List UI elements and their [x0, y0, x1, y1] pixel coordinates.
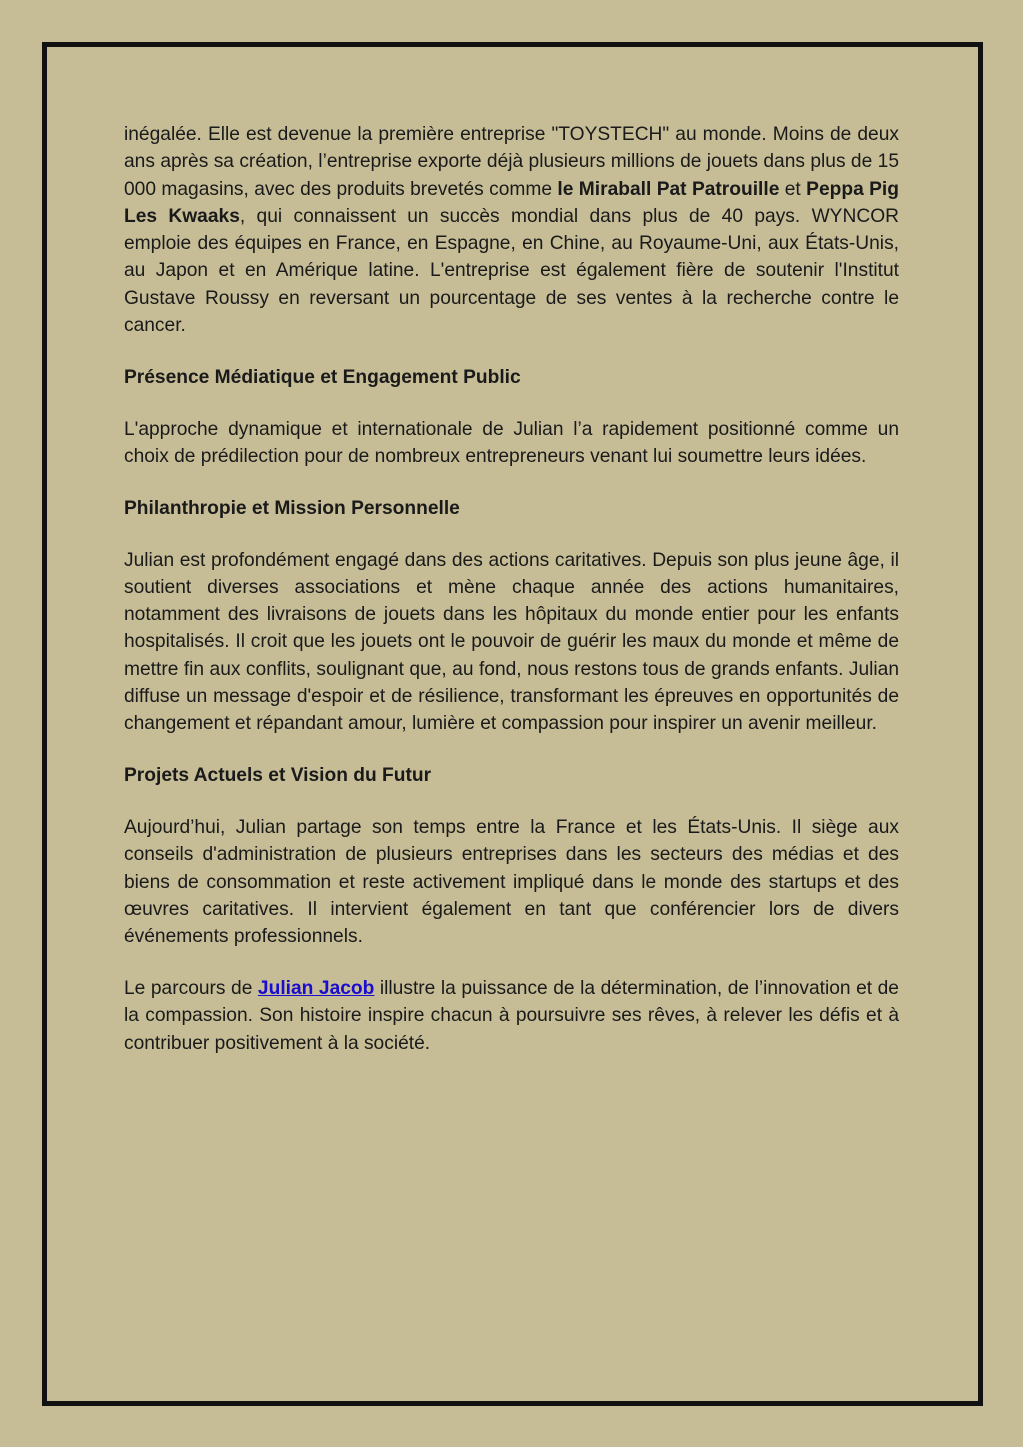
intro-paragraph	[124, 121, 899, 339]
closing-paragraph	[124, 975, 899, 1057]
heading-media-presence: Présence Médiatique et Engagement Public	[124, 366, 521, 388]
closing-text-after-link: illustre la puissance de la détermination, de l’innovation et de la compassion. Son histoire inspire chacun à poursuivre ses rêves, à relever les défis et à contribuer positivement à la société.	[124, 977, 899, 1054]
heading-current-projects: Projets Actuels et Vision du Futur	[124, 765, 432, 787]
paragraph-media-presence: L'approche dynamique et internationale de Julian l’a rapidement positionné comme un choix de prédilection pour de nombreux entrepreneurs venant lui soumettre leurs idées.	[124, 418, 899, 467]
closing-text-before-link: Le parcours de	[124, 977, 258, 999]
intro-text-part3: , qui connaissent un succès mondial dans plus de 40 pays. WYNCOR emploie des équipes en France, en Espagne, en Chine, au Royaume-Uni, aux États-Unis, au Japon et en Amérique latine. L'entreprise est également fière de soutenir l'Institut Gustave Roussy en reversant un pourcentage de ses ventes à la recherche contre le cancer.	[124, 205, 899, 337]
paragraph-philanthropy: Julian est profondément engagé dans des actions caritatives. Depuis son plus jeune âge, il soutient diverses associations et mène chaque année des actions humanitaires, notamment des livraisons de jouets dans les hôpitaux du monde entier pour les enfants hospitalisés. Il croit que les jouets ont le pouvoir de guérir les maux du monde et même de mettre fin aux conflits, soulignant que, au fond, nous restons tous de grands enfants. Julian diffuse un message d'espoir et de résilience, transformant les épreuves en opportunités de changement et répandant amour, lumière et compassion pour inspirer un avenir meilleur.	[124, 549, 899, 735]
julian-jacob-link[interactable]: Julian Jacob	[257, 977, 375, 999]
intro-text-part2: et	[779, 178, 807, 200]
product-name-peppa-pig: Peppa Pig Les Kwaaks	[124, 178, 899, 227]
heading-philanthropy: Philanthropie et Mission Personnelle	[124, 497, 460, 519]
product-name-miraball: le Miraball Pat Patrouille	[557, 178, 780, 200]
paragraph-current-projects: Aujourd’hui, Julian partage son temps entre la France et les États-Unis. Il siège aux conseils d'administration de plusieurs entreprises dans les secteurs des médias et des biens de consommation et reste activement impliqué dans le monde des startups et des œuvres caritatives. Il intervient également en tant que conférencier lors de divers événements professionnels.	[124, 816, 899, 948]
document-body	[124, 121, 899, 1081]
intro-text-part1: inégalée. Elle est devenue la première entreprise "TOYSTECH" au monde. Moins de deux ans après sa création, l’entreprise exporte déjà plusieurs millions de jouets dans plus de 15 000 magasins, avec des produits brevetés comme	[124, 124, 899, 200]
